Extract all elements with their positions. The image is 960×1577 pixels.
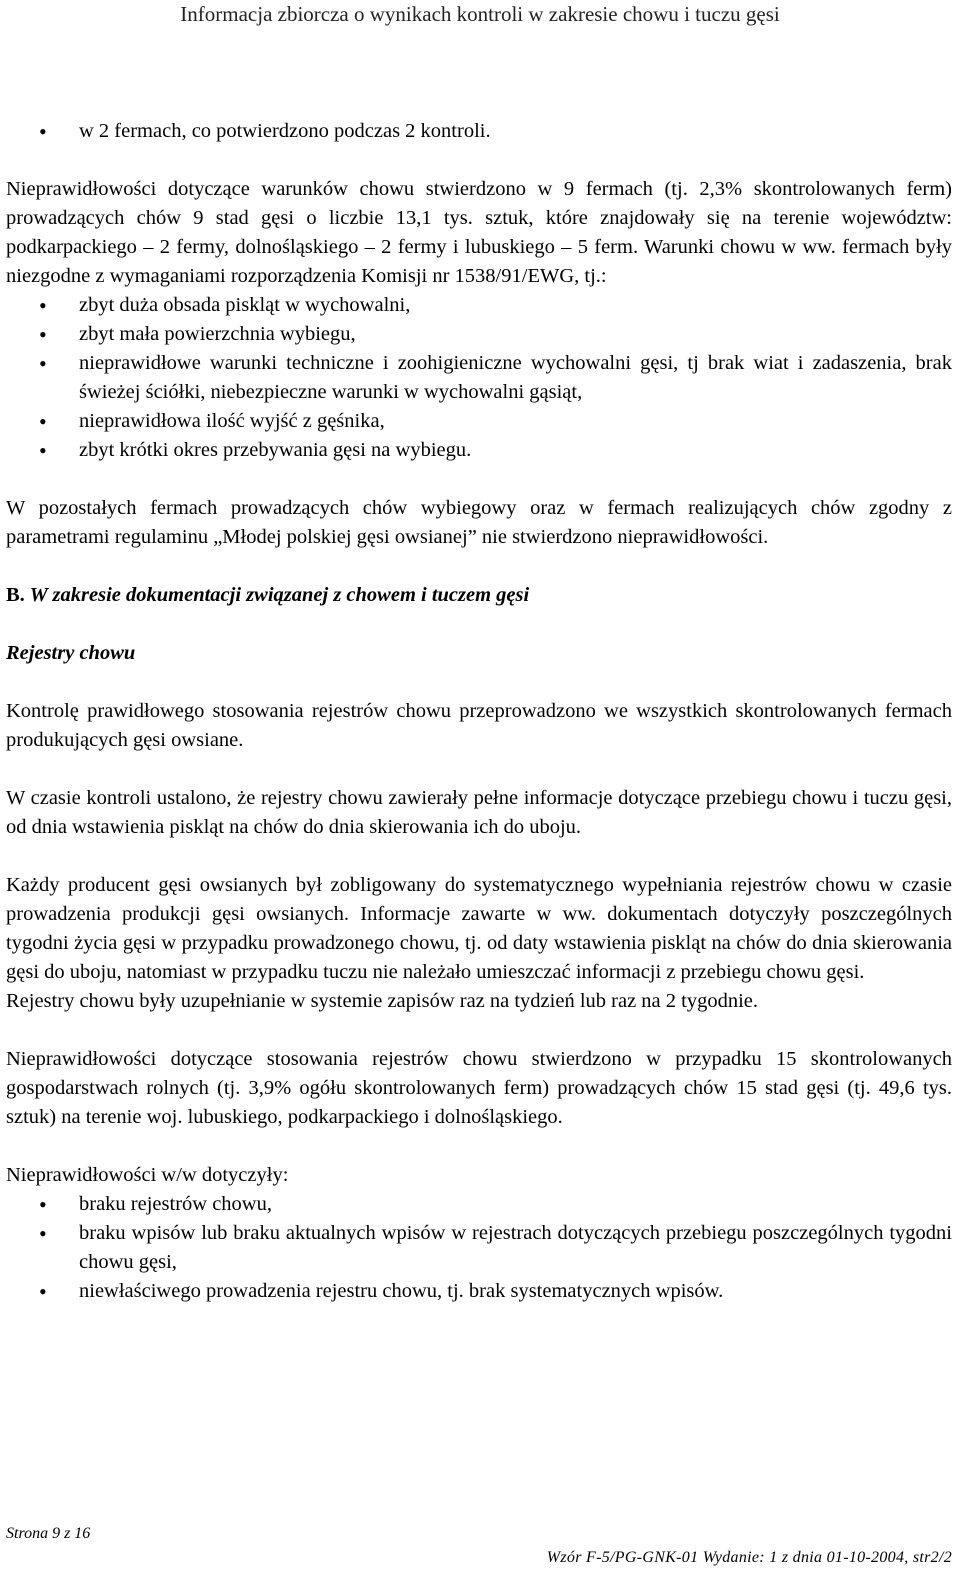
list-item: • nieprawidłowa ilość wyjść z gęśnika, [6, 407, 952, 436]
list-item: • zbyt duża obsada piskląt w wychowalni, [6, 291, 952, 320]
bullet-list-top [6, 117, 952, 146]
paragraph-control-registers: Kontrolę prawidłowego stosowania rejestrów chowu przeprowadzono we wszystkich skontrolowanych fermach produkujących gęsi owsiane. [6, 700, 952, 751]
list-item: • braku rejestrów chowu, [6, 1190, 952, 1219]
paragraph-register-irregularities: Nieprawidłowości dotyczące stosowania rejestrów chowu stwierdzono w przypadku 15 skontrolowanych gospodarstwach rolnych (tj. 3,9% ogółu skontrolowanych ferm) prowadzących chów 15 stad gęsi (tj. 49,6 tys. sztuk) na terenie woj. lubuskiego, podkarpackiego i dolnośląskiego. [6, 1048, 952, 1128]
paragraph-producer-obligation: Każdy producent gęsi owsianych był zobligowany do systematycznego wypełniania rejestrów chowu w czasie prowadzenia produkcji gęsi owsianych. Informacje zawarte w ww. dokumentach dotyczyły poszczególnych tygodni życia gęsi w przypadku prowadzonego chowu, tj. od daty wstawienia piskląt na chów do dnia skierowania gęsi do uboju, natomiast w przypadku tuczu nie należało umieszczać informacji z przebiegu chowu gęsi. [6, 874, 952, 983]
running-header: Informacja zbiorcza o wynikach kontroli w zakresie chowu i tuczu gęsi [180, 2, 780, 26]
list-item: • braku wpisów lub braku aktualnych wpisów w rejestrach dotyczących przebiegu poszczególnych tygodni chowu gęsi, [6, 1219, 952, 1277]
bullet-list-conditions [6, 291, 952, 465]
bullet-list-register-issues [6, 1190, 952, 1306]
subheading-registers: Rejestry chowu [6, 642, 136, 664]
list-item: • zbyt krótki okres przebywania gęsi na wybiegu. [6, 436, 952, 465]
paragraph-irregularities-intro: Nieprawidłowości w/w dotyczyły: [6, 1164, 289, 1186]
paragraph-registers-frequency: Rejestry chowu były uzupełnianie w systemie zapisów raz na tydzień lub raz na 2 tygodnie. [6, 990, 759, 1012]
section-title: W zakresie dokumentacji związanej z chowem i tuczem gęsi [29, 584, 530, 606]
page-content [6, 117, 952, 1306]
list-item: • niewłaściwego prowadzenia rejestru chowu, tj. brak systematycznych wpisów. [6, 1277, 952, 1306]
page-number: Strona 9 z 16 [6, 1525, 91, 1542]
list-item: • nieprawidłowe warunki techniczne i zoohigieniczne wychowalni gęsi, tj brak wiat i zadaszenia, brak świeżej ściółki, niebezpieczne warunki w wychowalni gąsiąt, [6, 349, 952, 407]
paragraph-other-farms: W pozostałych fermach prowadzących chów wybiegowy oraz w fermach realizujących chów zgodny z parametrami regulaminu „Młodej polskiej gęsi owsianej” nie stwierdzono nieprawidłowości. [6, 497, 952, 548]
section-number: B. [6, 584, 25, 606]
paragraph-irregularities-conditions: Nieprawidłowości dotyczące warunków chowu stwierdzono w 9 fermach (tj. 2,3% skontrolowanych ferm) prowadzących chów 9 stad gęsi o liczbie 13,1 tys. sztuk, które znajdowały się na terenie województw: podkarpackiego – 2 fermy, dolnośląskiego – 2 fermy i lubuskiego – 5 ferm. Warunki chowu w ww. fermach były niezgodne z wymaganiami rozporządzenia Komisji nr 1538/91/EWG, tj.: [6, 178, 952, 287]
list-item: • w 2 fermach, co potwierdzono podczas 2 kontroli. [6, 117, 952, 146]
section-heading-b [6, 581, 952, 610]
form-reference: Wzór F-5/PG-GNK-01 Wydanie: 1 z dnia 01-10-2004, str2/2 [546, 1549, 952, 1566]
paragraph-registers-content: W czasie kontroli ustalono, że rejestry chowu zawierały pełne informacje dotyczące przebiegu chowu i tuczu gęsi, od dnia wstawienia piskląt na chów do dnia skierowania ich do uboju. [6, 787, 952, 838]
list-item: • zbyt mała powierzchnia wybiegu, [6, 320, 952, 349]
